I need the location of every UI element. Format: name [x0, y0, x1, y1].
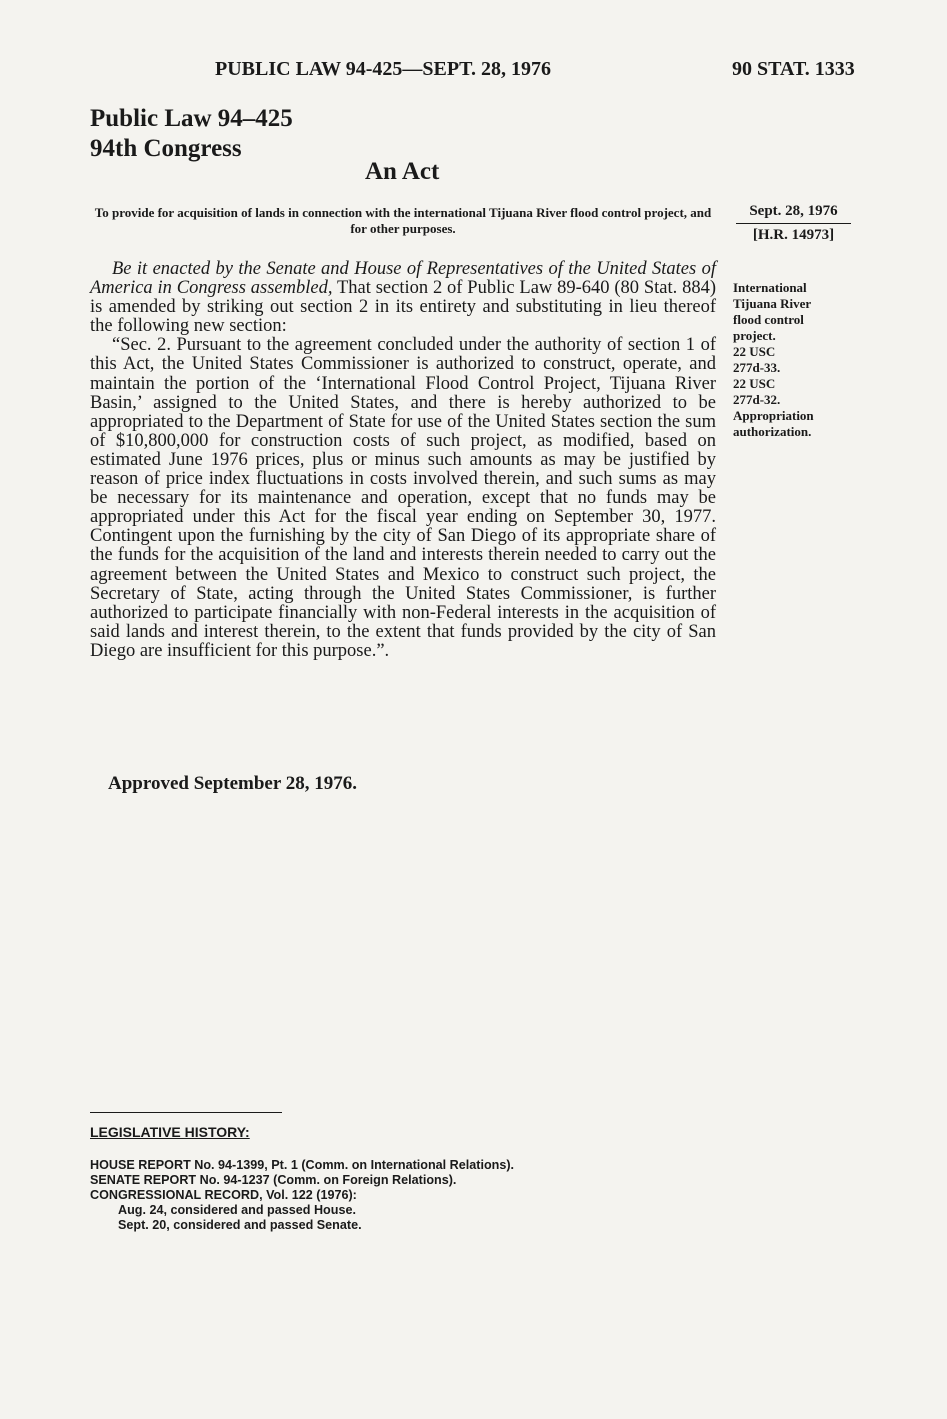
margin-note: International	[733, 280, 807, 295]
margin-notes	[733, 280, 848, 440]
margin-note: 277d-32.	[733, 392, 781, 407]
margin-enactment-info	[736, 200, 851, 246]
section-2-text: “Sec. 2. Pursuant to the agreement concluded under the authority of section 1 of this Act, the United States Commissioner is authorized to construct, operate, and maintain the portion of the ‘International Flood Control Project, Tijuana River Basin,’ assigned to the United States, and there is hereby authorized to be appropriated to the Department of State for use of the United States section the sum of $10,800,000 for construction costs of such project, as modified, based on estimated June 1976 prices, plus or minus such amounts as may be justified by reason of price index fluctuations in costs involved therein, and such sums as may be necessary for its maintenance and operation, except that no funds may be appropriated under this Act for the fiscal year ending on September 30, 1977. Contingent upon the furnishing by the city of San Diego of its appropriate share of the funds for the acquisition of the land and interests therein needed to carry out the agreement between the United States and Mexico to construct such project, the Secretary of State, acting through the United States Commissioner, is further authorized to participate financially with non-Federal interests in the acquisition of said lands and interest therein, to the extent that funds provided by the city of San Diego are insufficient for this purpose.”.	[90, 335, 716, 661]
margin-note: 277d-33.	[733, 360, 781, 375]
running-header-law: PUBLIC LAW 94-425—SEPT. 28, 1976	[215, 58, 551, 80]
history-line: CONGRESSIONAL RECORD, Vol. 122 (1976):	[90, 1188, 357, 1202]
running-header-stat: 90 STAT. 1333	[732, 58, 855, 80]
enacting-clause	[90, 260, 716, 336]
congress-number: 94th Congress	[90, 135, 242, 162]
margin-note: Tijuana River	[733, 296, 812, 311]
margin-note: authorization.	[733, 424, 812, 439]
enactment-date: Sept. 28, 1976	[736, 200, 851, 224]
margin-note: 22 USC	[733, 344, 776, 359]
law-identifier	[90, 104, 293, 164]
margin-note: 22 USC	[733, 376, 776, 391]
divider	[90, 1112, 282, 1113]
act-purpose: To provide for acquisition of lands in connection with the international Tijuana River flood control project, and for other purposes.	[94, 205, 712, 236]
legislative-history-heading: LEGISLATIVE HISTORY:	[90, 1124, 250, 1140]
approval-line: Approved September 28, 1976.	[108, 773, 357, 794]
enacting-text: That section 2 of Public Law 89-640 (80 Stat. 884) is amended by striking out section 2 in its entirety and substituting in lieu thereof the following new section:	[90, 278, 716, 337]
act-body	[90, 260, 716, 661]
history-line: HOUSE REPORT No. 94-1399, Pt. 1 (Comm. on International Relations).	[90, 1158, 515, 1172]
law-number: Public Law 94–425	[90, 105, 293, 132]
margin-note: project.	[733, 328, 776, 343]
history-line: SENATE REPORT No. 94-1237 (Comm. on Foreign Relations).	[90, 1173, 457, 1187]
margin-note: Appropriation	[733, 408, 814, 423]
act-title: An Act	[365, 158, 440, 185]
margin-note: flood control	[733, 312, 804, 327]
enacting-formula: Be it enacted by the Senate and House of Representatives of the United States of America in Congress assembled,	[90, 259, 716, 299]
history-subline: Aug. 24, considered and passed House.	[118, 1203, 356, 1217]
bill-number: [H.R. 14973]	[752, 227, 835, 243]
legislative-history-list	[90, 1158, 690, 1233]
history-subline: Sept. 20, considered and passed Senate.	[118, 1218, 362, 1232]
